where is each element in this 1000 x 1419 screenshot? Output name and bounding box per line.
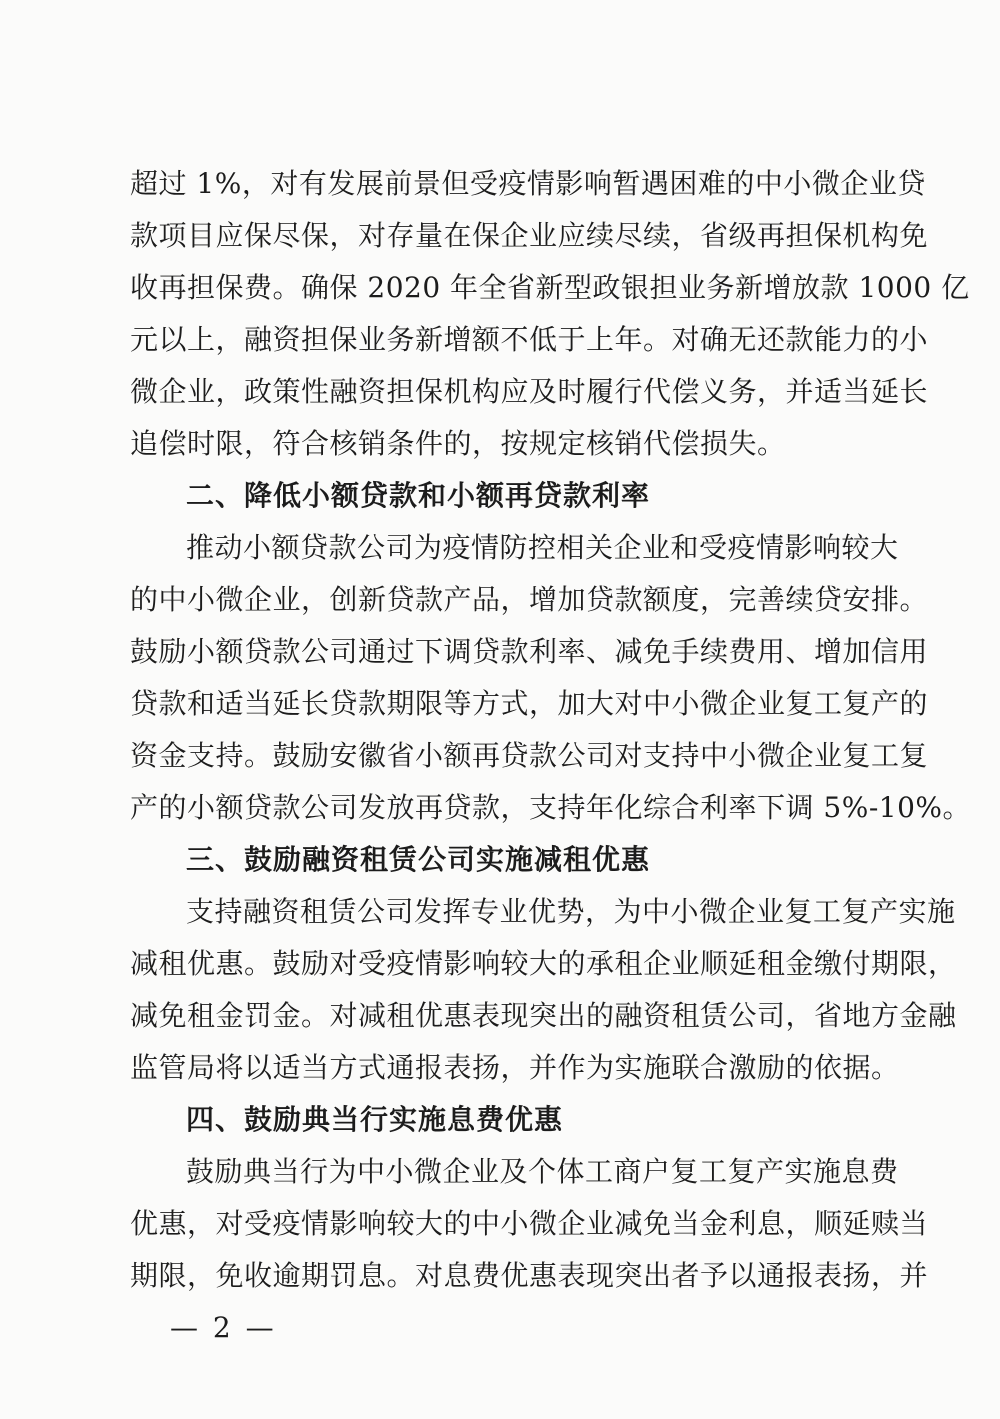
section-heading: 三、鼓励融资租赁公司实施减租优惠 xyxy=(186,843,651,876)
body-text-line: 元以上，融资担保业务新增额不低于上年。对确无还款能力的小 xyxy=(130,323,929,356)
section-heading: 二、降低小额贷款和小额再贷款利率 xyxy=(186,479,651,512)
paragraph-first-line: 支持融资租赁公司发挥专业优势，为中小微企业复工复产实施 xyxy=(186,895,956,928)
body-text-line: 款项目应保尽保，对存量在保企业应续尽续，省级再担保机构免 xyxy=(130,219,929,252)
body-text-line: 收再担保费。确保 2020 年全省新型政银担业务新增放款 1000 亿 xyxy=(130,271,970,304)
page-number: — 2 — xyxy=(170,1311,277,1344)
paragraph-first-line: 鼓励典当行为中小微企业及个体工商户复工复产实施息费 xyxy=(186,1155,899,1188)
body-text-line: 减租优惠。鼓励对受疫情影响较大的承租企业顺延租金缴付期限， xyxy=(130,947,957,980)
body-text-line: 减免租金罚金。对减租优惠表现突出的融资租赁公司，省地方金融 xyxy=(130,999,957,1032)
body-text-line: 产的小额贷款公司发放再贷款，支持年化综合利率下调 5%-10%。 xyxy=(130,791,972,824)
body-text-line: 监管局将以适当方式通报表扬，并作为实施联合激励的依据。 xyxy=(130,1051,900,1084)
body-text-line: 鼓励小额贷款公司通过下调贷款利率、减免手续费用、增加信用 xyxy=(130,635,929,668)
section-heading: 四、鼓励典当行实施息费优惠 xyxy=(186,1103,564,1136)
body-text-line: 期限，免收逾期罚息。对息费优惠表现突出者予以通报表扬，并 xyxy=(130,1259,929,1292)
body-text-line: 优惠，对受疫情影响较大的中小微企业减免当金利息，顺延赎当 xyxy=(130,1207,929,1240)
body-text-line: 的中小微企业，创新贷款产品，增加贷款额度，完善续贷安排。 xyxy=(130,583,929,616)
body-text-line: 超过 1%，对有发展前景但受疫情影响暂遇困难的中小微企业贷 xyxy=(130,167,926,200)
body-text-line: 资金支持。鼓励安徽省小额再贷款公司对支持中小微企业复工复 xyxy=(130,739,929,772)
body-text-line: 微企业，政策性融资担保机构应及时履行代偿义务，并适当延长 xyxy=(130,375,929,408)
body-text-line: 贷款和适当延长贷款期限等方式，加大对中小微企业复工复产的 xyxy=(130,687,929,720)
body-text-line: 追偿时限，符合核销条件的，按规定核销代偿损失。 xyxy=(130,427,786,460)
paragraph-first-line: 推动小额贷款公司为疫情防控相关企业和受疫情影响较大 xyxy=(186,531,899,564)
